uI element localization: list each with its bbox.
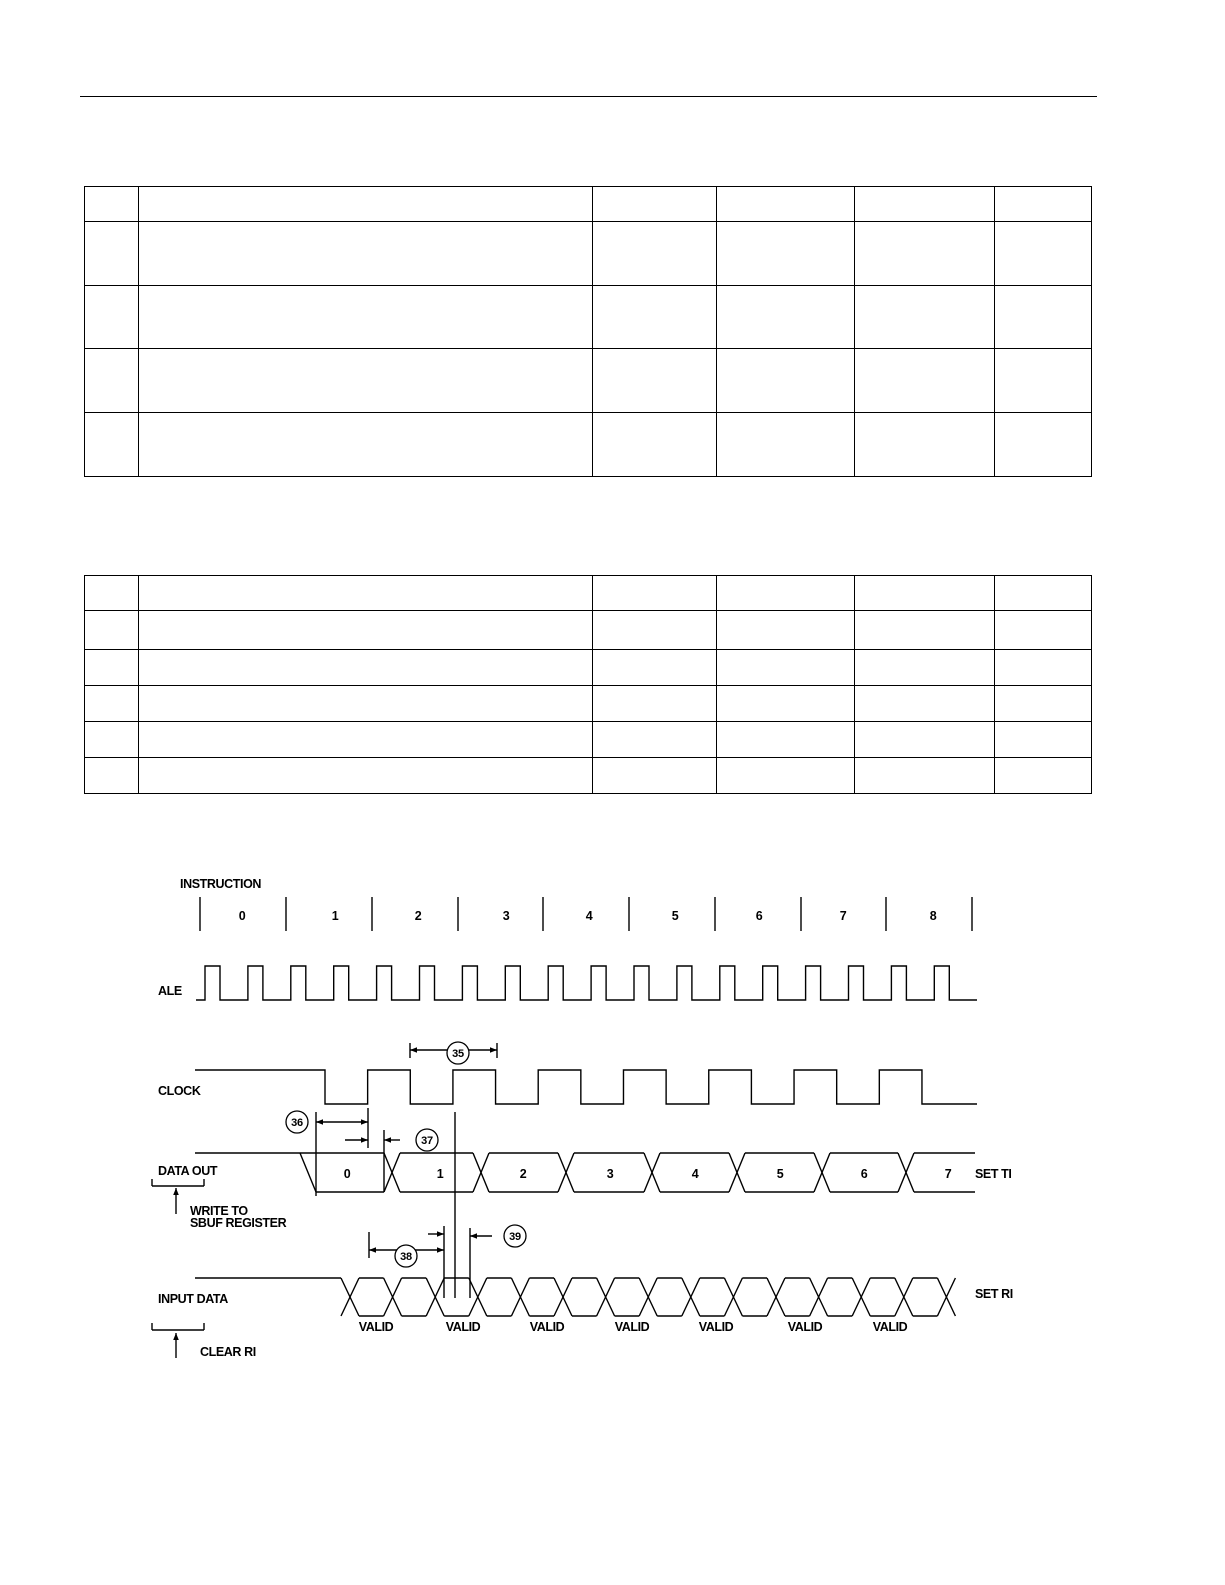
table-cell xyxy=(717,413,855,477)
table-cell xyxy=(995,758,1092,794)
table-cell xyxy=(995,349,1092,413)
table-cell xyxy=(717,187,855,222)
table-cell xyxy=(593,413,717,477)
table-cell xyxy=(139,349,593,413)
table-cell xyxy=(855,722,995,758)
table-cell xyxy=(717,286,855,349)
table-cell xyxy=(855,349,995,413)
data-out-bit: 0 xyxy=(343,1167,351,1181)
header-rule xyxy=(80,96,1097,97)
instruction-number: 0 xyxy=(238,909,246,923)
table-cell xyxy=(995,413,1092,477)
table-cell xyxy=(85,611,139,650)
table-cell xyxy=(139,722,593,758)
table-cell xyxy=(593,576,717,611)
table-cell xyxy=(995,722,1092,758)
table-cell xyxy=(593,222,717,286)
data-out-bit: 6 xyxy=(860,1167,868,1181)
valid-label: VALID xyxy=(529,1320,565,1334)
table-cell xyxy=(593,722,717,758)
table-cell xyxy=(717,349,855,413)
timing-37-label: 37 xyxy=(421,1135,433,1147)
table-cell xyxy=(717,576,855,611)
table-row xyxy=(85,686,1092,722)
table-cell xyxy=(717,611,855,650)
table-cell xyxy=(855,222,995,286)
valid-label: VALID xyxy=(614,1320,650,1334)
table-cell xyxy=(593,758,717,794)
sbuf-register-label: SBUF REGISTER xyxy=(190,1216,287,1230)
table-cell xyxy=(995,576,1092,611)
instruction-number: 5 xyxy=(671,909,679,923)
table-cell xyxy=(995,222,1092,286)
table-cell xyxy=(85,722,139,758)
table-cell xyxy=(139,413,593,477)
instruction-number: 8 xyxy=(929,909,937,923)
valid-label: VALID xyxy=(787,1320,823,1334)
table-cell xyxy=(717,722,855,758)
table-cell xyxy=(717,686,855,722)
timing-36-label: 36 xyxy=(291,1117,303,1129)
table-row xyxy=(85,611,1092,650)
write-to-label: WRITE TO xyxy=(190,1204,248,1218)
table-cell xyxy=(855,576,995,611)
instruction-number: 7 xyxy=(839,909,847,923)
table-cell xyxy=(85,187,139,222)
instruction-number: 6 xyxy=(755,909,763,923)
table-cell xyxy=(85,758,139,794)
table-cell xyxy=(85,686,139,722)
table-cell xyxy=(995,286,1092,349)
table-cell xyxy=(85,222,139,286)
table-cell xyxy=(139,650,593,686)
valid-label: VALID xyxy=(698,1320,734,1334)
table-cell xyxy=(855,686,995,722)
table-cell xyxy=(593,187,717,222)
clock-label: CLOCK xyxy=(158,1084,201,1098)
table-cell xyxy=(139,576,593,611)
timing-38-label: 38 xyxy=(400,1251,412,1263)
table-cell xyxy=(717,650,855,686)
table-row xyxy=(85,722,1092,758)
data-out-transition xyxy=(300,1153,316,1192)
table-cell xyxy=(139,686,593,722)
table-cell xyxy=(85,349,139,413)
instruction-number: 4 xyxy=(585,909,593,923)
table-cell xyxy=(139,187,593,222)
table-cell xyxy=(995,686,1092,722)
data-out-label: DATA OUT xyxy=(158,1164,218,1178)
serial-port-timing-diagram xyxy=(0,860,1225,1380)
valid-label: VALID xyxy=(358,1320,394,1334)
data-out-bit: 2 xyxy=(519,1167,527,1181)
table-cell xyxy=(139,222,593,286)
table-row xyxy=(85,349,1092,413)
input-data-label: INPUT DATA xyxy=(158,1292,228,1306)
table-row xyxy=(85,413,1092,477)
clear-ri-label: CLEAR RI xyxy=(200,1345,256,1359)
table-header-row xyxy=(85,576,1092,611)
table-cell xyxy=(855,286,995,349)
set-ti-label: SET TI xyxy=(975,1167,1012,1181)
table-cell xyxy=(85,413,139,477)
data-out-bit: 7 xyxy=(944,1167,952,1181)
table-cell xyxy=(593,686,717,722)
instruction-label: INSTRUCTION xyxy=(180,877,262,891)
table-row xyxy=(85,758,1092,794)
table-cell xyxy=(855,413,995,477)
data-out-bit: 1 xyxy=(436,1167,444,1181)
table-row xyxy=(85,650,1092,686)
ale-label: ALE xyxy=(158,984,182,998)
instruction-number: 2 xyxy=(414,909,422,923)
table-cell xyxy=(995,187,1092,222)
clock-waveform xyxy=(195,1070,977,1104)
valid-label: VALID xyxy=(872,1320,908,1334)
set-ri-label: SET RI xyxy=(975,1287,1013,1301)
table-cell xyxy=(717,758,855,794)
ale-waveform xyxy=(196,966,977,1000)
instruction-number: 3 xyxy=(502,909,510,923)
valid-label: VALID xyxy=(445,1320,481,1334)
table-cell xyxy=(593,611,717,650)
data-out-bit: 3 xyxy=(606,1167,614,1181)
table-cell xyxy=(85,576,139,611)
table-cell xyxy=(995,611,1092,650)
data-out-bit: 5 xyxy=(776,1167,784,1181)
table-cell xyxy=(139,286,593,349)
table-cell xyxy=(593,286,717,349)
table-cell xyxy=(995,650,1092,686)
data-out-bit: 4 xyxy=(691,1167,699,1181)
table-cell xyxy=(139,758,593,794)
table-cell xyxy=(855,611,995,650)
table-cell xyxy=(593,349,717,413)
table-cell xyxy=(85,650,139,686)
timing-39-label: 39 xyxy=(509,1231,521,1243)
table-cell xyxy=(85,286,139,349)
table-cell xyxy=(855,650,995,686)
spec-table-1 xyxy=(84,186,1092,477)
timing-diagram-svg xyxy=(0,860,1225,1380)
table-cell xyxy=(855,758,995,794)
table-row xyxy=(85,222,1092,286)
table-cell xyxy=(593,650,717,686)
instruction-number: 1 xyxy=(331,909,339,923)
table-cell xyxy=(139,611,593,650)
table-row xyxy=(85,286,1092,349)
timing-35-label: 35 xyxy=(452,1048,464,1060)
table-header-row xyxy=(85,187,1092,222)
spec-table-2 xyxy=(84,575,1092,794)
table-cell xyxy=(717,222,855,286)
table-cell xyxy=(855,187,995,222)
